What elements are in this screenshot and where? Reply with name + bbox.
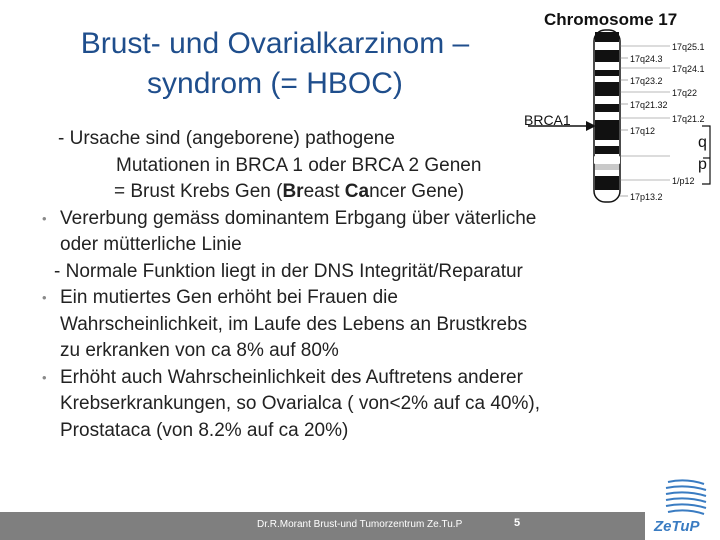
bullet-dot: •: [42, 369, 47, 385]
band-label: 17q24.1: [672, 64, 705, 74]
body-text-bold: Br: [282, 181, 304, 202]
band-label: 17q24.3: [630, 54, 663, 64]
body-line: Mutationen in BRCA 1 oder BRCA 2 Genen: [116, 154, 482, 176]
body-line: - Normale Funktion liegt in der DNS Integrität/Reparatur: [54, 260, 523, 282]
figure-title: Chromosome 17: [544, 10, 678, 29]
body-text: east: [303, 181, 345, 202]
slide-title: [40, 24, 510, 104]
bullet-line: [42, 365, 688, 392]
page-number: 5: [514, 517, 521, 529]
band-label: 17p13.2: [630, 192, 663, 202]
bullet-dot: •: [42, 210, 47, 226]
p-arm-label: p: [698, 156, 707, 173]
footer-text: Dr.R.Morant Brust-und Tumorzentrum Ze.Tu.P: [257, 519, 463, 530]
slide-body: [42, 126, 688, 444]
body-line: oder mütterliche Linie: [60, 234, 242, 255]
body-text: = Brust Krebs Gen (: [114, 181, 283, 202]
brca1-label: BRCA1: [524, 112, 571, 128]
body-line: Wahrscheinlichkeit, im Laufe des Lebens an Brustkrebs: [60, 313, 528, 335]
slide-title-line1: Brust- und Ovarialkarzinom –: [80, 27, 470, 60]
band-label: 17q25.1: [672, 42, 705, 52]
band-label: 17q23.2: [630, 76, 663, 86]
body-text: Ein mutiertes Gen erhöht bei Frauen die: [60, 287, 398, 308]
bullet-line: [42, 285, 688, 312]
bullet-dot: •: [42, 290, 47, 305]
body-text: ncer Gene): [369, 181, 465, 202]
body-text: Vererbung gemäss dominantem Erbgang über väterliche: [60, 207, 537, 229]
band-label: 17q22: [672, 88, 698, 98]
body-line: Prostataca (von 8.2% auf ca 20%): [60, 419, 349, 441]
body-line: Krebserkrankungen, so Ovarialca ( von<2% auf ca 40%),: [60, 393, 541, 414]
slide-title-line2: syndrom (= HBOC): [147, 67, 403, 100]
footer: [0, 512, 720, 540]
q-arm-label: q: [698, 134, 707, 151]
body-line: - Ursache sind (angeborene) pathogene: [58, 128, 395, 149]
bullet-line: [42, 206, 688, 233]
body-text-bold: Ca: [344, 181, 370, 202]
body-line: [48, 179, 688, 206]
band-label: 1/p12: [672, 176, 695, 186]
logo-text: ZeTuP: [654, 518, 700, 535]
body-line: zu erkranken von ca 8% auf 80%: [60, 340, 339, 361]
band-label: 17q21.2: [672, 114, 705, 124]
band-label: 17q21.32: [630, 100, 668, 110]
logo-mark-icon: [646, 476, 718, 520]
body-text: Erhöht auch Wahrscheinlichkeit des Auftretens anderer: [60, 366, 523, 388]
zetup-logo: [646, 476, 718, 538]
band-label: 17q12: [630, 126, 656, 136]
